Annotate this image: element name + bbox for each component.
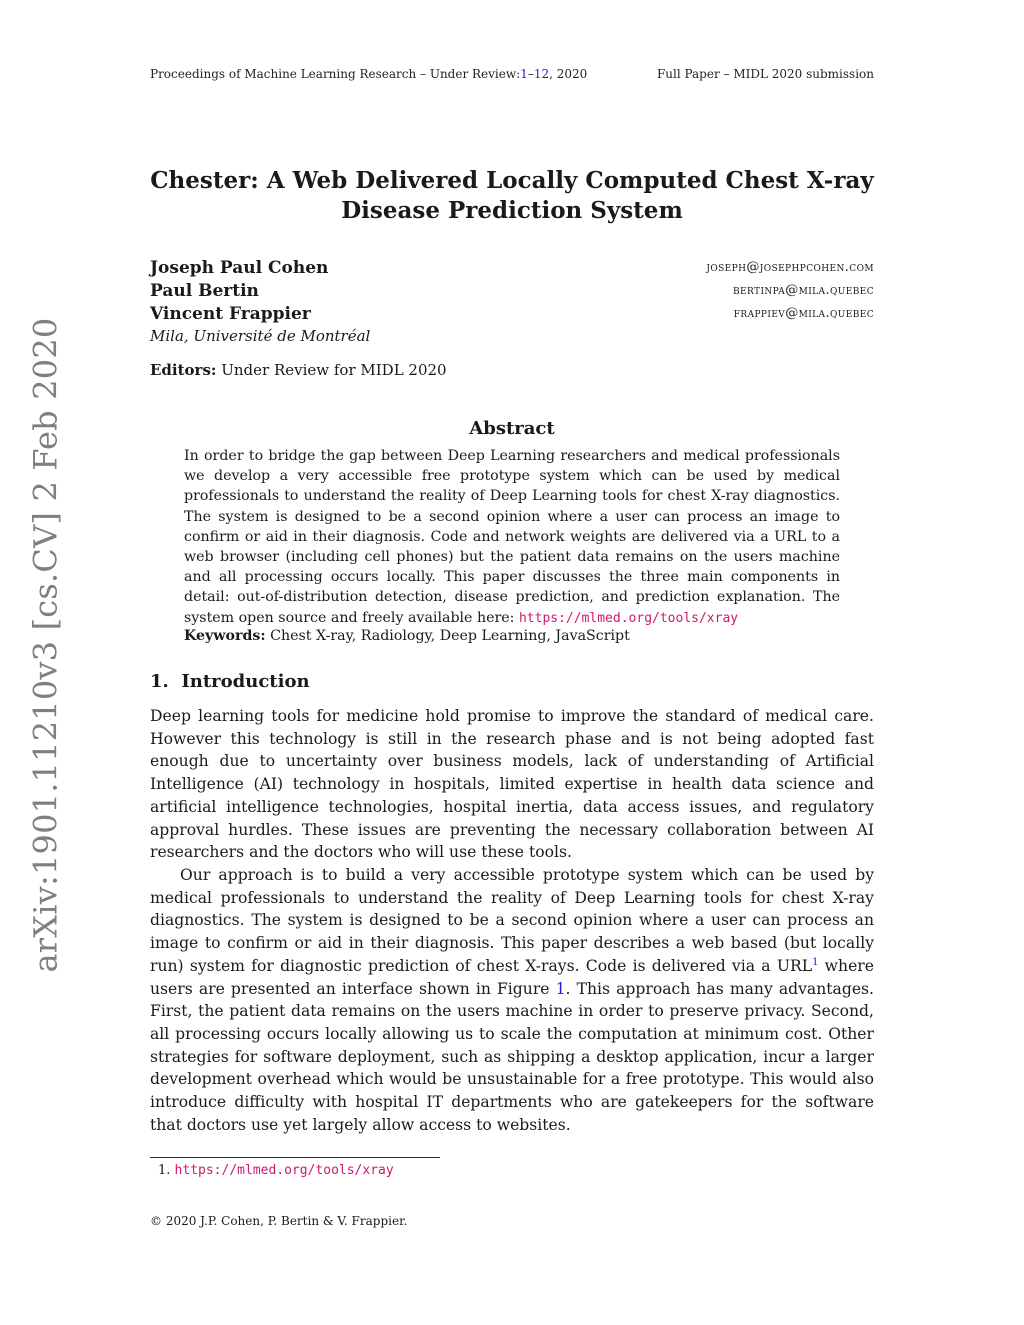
figure-ref-link[interactable]: 1	[555, 979, 566, 998]
author-email: frappiev@mila.quebec	[733, 306, 874, 321]
intro-paragraph-1: Deep learning tools for medicine hold promise to improve the standard of medical care. However this technology is still in the research phase and is not being adopted fast enough due to uncertainty over business models, lack of understanding of Artificial Intelligence (AI) technology in hospitals, limited expertise in health data science and artificial intelligence technologies, hospital inertia, data access issues, and regulatory approval hurdles. These issues are preventing the necessary collaboration between AI researchers and the doctors who will use these tools.	[150, 707, 874, 862]
author-name: Joseph Paul Cohen	[150, 258, 329, 278]
author-row	[150, 281, 874, 304]
running-head	[150, 67, 874, 85]
abstract-url-link[interactable]: https://mlmed.org/tools/xray	[518, 610, 739, 626]
running-head-right: Full Paper – MIDL 2020 submission	[656, 67, 874, 81]
abstract-text: In order to bridge the gap between Deep Learning researchers and medical professionals we develop a very accessible free prototype system which can be used by medical professionals to understand the reality of Deep Learning tools for chest X-ray diagnostics. The system is designed to be a second opinion where a user can process an image to confirm or aid in their diagnosis. Code and network weights are delivered via a URL to a web browser (including cell phones) but the patient data remains on the users machine and all processing occurs locally. This paper discusses the three main components in detail: out-of-distribution detection, disease prediction, and prediction explanation. The system open source and freely available here: https://mlmed.org/tools/xray	[184, 448, 840, 626]
paper-title: Chester: A Web Delivered Locally Computed Chest X-ray Disease Prediction System	[150, 167, 874, 224]
author-email: bertinpa@mila.quebec	[733, 283, 874, 298]
author-row	[150, 304, 874, 327]
editors-label: Editors:	[150, 361, 217, 379]
page-range-end-link[interactable]: 12	[533, 67, 550, 81]
author-email: joseph@josephpcohen.com	[706, 260, 874, 275]
footnote-url-link[interactable]: https://mlmed.org/tools/xray	[174, 1163, 394, 1178]
editors-value: Under Review for MIDL 2020	[216, 361, 447, 379]
section-heading: 1. Introduction	[150, 671, 310, 692]
keywords-label: Keywords:	[184, 628, 266, 644]
editors-line	[150, 361, 447, 379]
author-row	[150, 258, 874, 281]
intro-paragraph-2: Our approach is to build a very accessible prototype system which can be used by medical professionals to understand the reality of Deep Learning tools for chest X-ray diagnostics. The system is designed to be a second opinion where a user can process an image to confirm or aid in their diagnosis. This paper describes a web based (but locally run) system for diagnostic prediction of chest X-rays. Code is delivered via a URL$^1$ where users are presented an interface shown in Figure 1. This approach has many advantages. First, the patient data remains on the users machine in order to preserve privacy. Second, all processing occurs locally allowing us to scale the computation at minimum cost. Other strategies for software deployment, such as shipping a desktop application, incur a larger development overhead which would be unsustainable for a free prototype. This would also introduce difficulty with hospital IT departments who are gatekeepers for the software that doctors use yet largely allow access to websites.	[150, 866, 875, 1134]
arxiv-sidebar	[20, 317, 70, 973]
author-name: Vincent Frappier	[150, 304, 311, 324]
footnote: 1. https://mlmed.org/tools/xray	[158, 1163, 394, 1178]
affiliation: Mila, Université de Montréal	[150, 327, 371, 345]
arxiv-stamp: arXiv:1901.11210v3 [cs.CV] 2 Feb 2020	[26, 317, 64, 973]
author-name: Paul Bertin	[150, 281, 259, 301]
keywords-line	[184, 628, 840, 644]
page-range-start-link[interactable]: 1	[520, 67, 528, 81]
keywords-value: Chest X-ray, Radiology, Deep Learning, JavaScript	[265, 628, 630, 644]
footnote-divider	[150, 1157, 440, 1158]
copyright-notice: © 2020 J.P. Cohen, P. Bertin & V. Frappier.	[150, 1214, 408, 1228]
footnote-marker-link[interactable]: 1	[812, 956, 819, 968]
running-head-left: Proceedings of Machine Learning Research – Under Review:1–12, 2020	[150, 67, 588, 81]
abstract-heading: Abstract	[469, 418, 555, 439]
